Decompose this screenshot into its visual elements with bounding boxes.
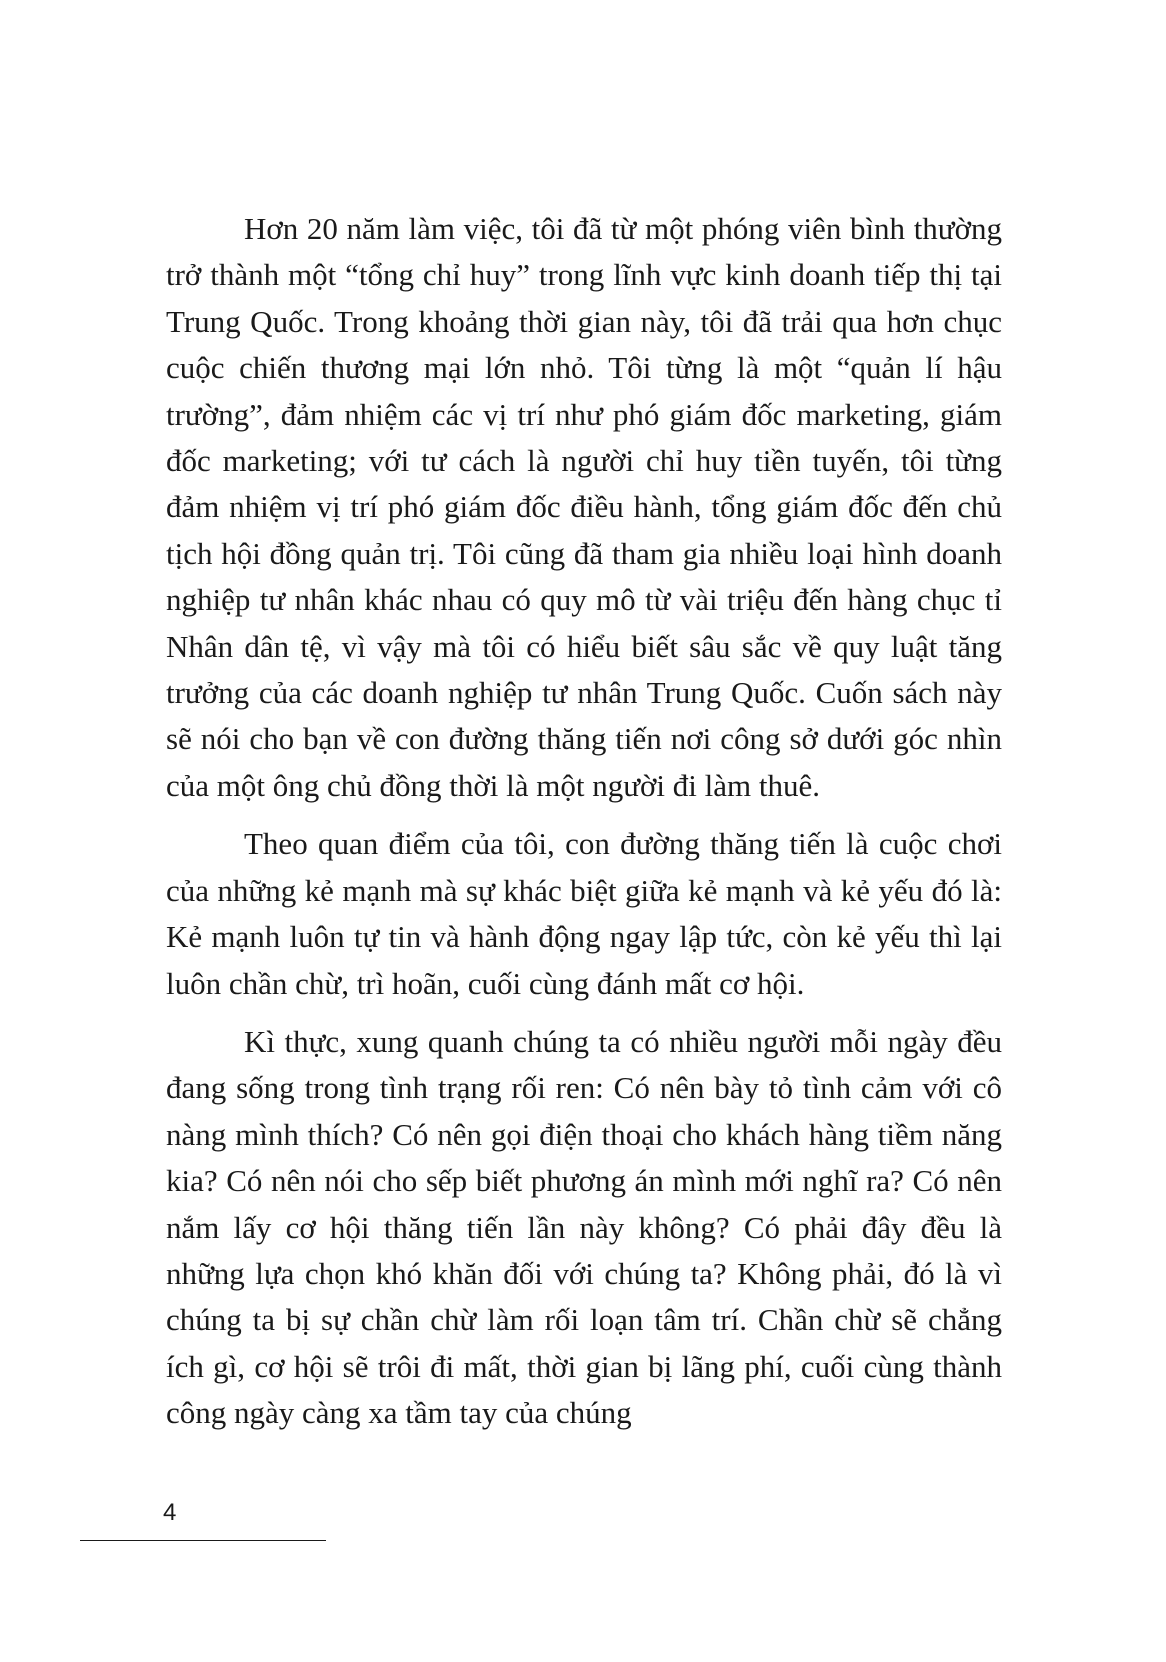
paragraph-3: Kì thực, xung quanh chúng ta có nhiều người mỗi ngày đều đang sống trong tình trạng rối ren: Có nên bày tỏ tình cảm với cô nàng mình thích? Có nên gọi điện thoại cho khách hàng tiềm năng kia? Có nên nói cho sếp biết phương án mình mới nghĩ ra? Có nên nắm lấy cơ hội thăng tiến lần này không? Có phải đây đều là những lựa chọn khó khăn đối với chúng ta? Không phải, đó là vì chúng ta bị sự chần chừ làm rối loạn tâm trí. Chần chừ sẽ chẳng ích gì, cơ hội sẽ trôi đi mất, thời gian bị lãng phí, cuối cùng thành công ngày càng xa tầm tay của chúng: [166, 1023, 1002, 1431]
paragraph-1: Hơn 20 năm làm việc, tôi đã từ một phóng viên bình thường trở thành một “tổng chỉ huy” trong lĩnh vực kinh doanh tiếp thị tại Trung Quốc. Trong khoảng thời gian này, tôi đã trải qua hơn chục cuộc chiến thương mại lớn nhỏ. Tôi từng là một “quản lí hậu trường”, đảm nhiệm các vị trí như phó giám đốc marketing, giám đốc marketing; với tư cách là người chỉ huy tiền tuyến, tôi từng đảm nhiệm vị trí phó giám đốc điều hành, tổng giám đốc đến chủ tịch hội đồng quản trị. Tôi cũng đã tham gia nhiều loại hình doanh nghiệp tư nhân khác nhau có quy mô từ vài triệu đến hàng chục tỉ Nhân dân tệ, vì vậy mà tôi có hiểu biết sâu sắc về quy luật tăng trưởng của các doanh nghiệp tư nhân Trung Quốc. Cuốn sách này sẽ nói cho bạn về con đường thăng tiến nơi công sở dưới góc nhìn của một ông chủ đồng thời là một người đi làm thuê.: [166, 211, 1002, 803]
page-number: 4: [163, 1499, 177, 1526]
body-text: [166, 206, 1002, 1437]
footer-rule: [80, 1540, 326, 1541]
paragraph-2: Theo quan điểm của tôi, con đường thăng tiến là cuộc chơi của những kẻ mạnh mà sự khác biệt giữa kẻ mạnh và kẻ yếu đó là: Kẻ mạnh luôn tự tin và hành động ngay lập tức, còn kẻ yếu thì lại luôn chần chừ, trì hoãn, cuối cùng đánh mất cơ hội.: [166, 826, 1002, 1001]
